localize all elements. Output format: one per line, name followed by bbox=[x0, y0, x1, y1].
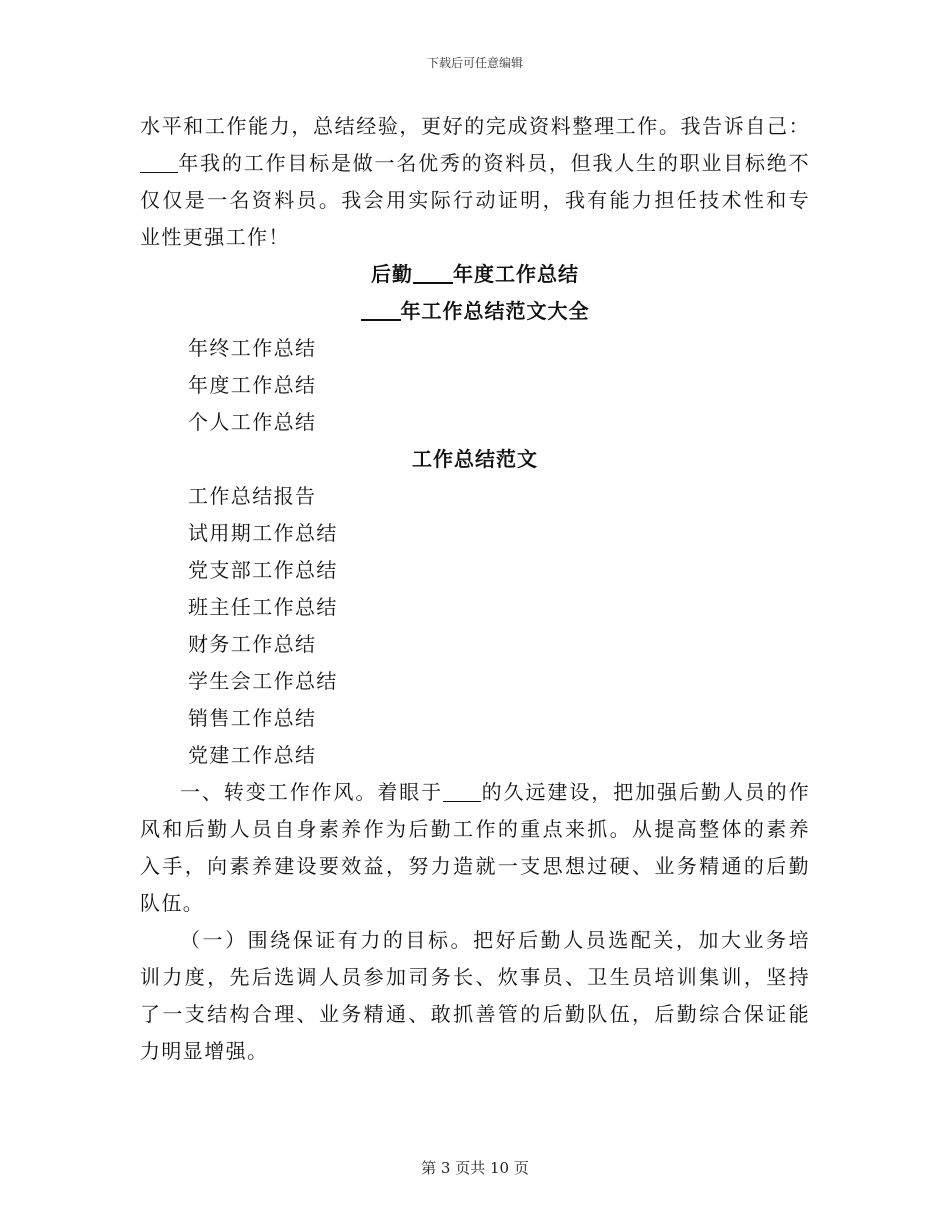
text-line: 业性更强工作！ bbox=[140, 225, 290, 249]
list-item[interactable]: 试用期工作总结 bbox=[188, 521, 338, 545]
list-item[interactable]: 年度工作总结 bbox=[188, 373, 317, 397]
list-item[interactable]: 学生会工作总结 bbox=[188, 669, 338, 693]
text-line: 年我的工作目标是做一名优秀的资料员，但我人生的职业目标绝不 bbox=[140, 145, 810, 182]
text-line: 队伍。 bbox=[140, 891, 205, 915]
list-item[interactable]: 财务工作总结 bbox=[188, 632, 317, 656]
list-item[interactable]: 党建工作总结 bbox=[188, 743, 317, 767]
document-body bbox=[140, 108, 810, 1070]
heading-title-2: 年工作总结范文大全 bbox=[140, 293, 810, 330]
text-line: 了一支结构合理、业务精通、敢抓善管的后勤队伍，后勤综合保证能 bbox=[140, 1002, 810, 1026]
fill-blank bbox=[140, 152, 178, 173]
heading-title-3: 工作总结范文 bbox=[412, 447, 538, 471]
text-line: 入手，向素养建设要效益，努力造就一支思想过硬、业务精通的后勤 bbox=[140, 854, 810, 878]
text-line: 训力度，先后选调人员参加司务长、炊事员、卫生员培训集训，坚持 bbox=[140, 965, 810, 989]
heading-title-1: 后勤 年度工作总结 bbox=[371, 262, 579, 286]
list-item[interactable]: 销售工作总结 bbox=[188, 706, 317, 730]
list-item[interactable]: 个人工作总结 bbox=[188, 410, 317, 434]
fill-blank bbox=[413, 262, 453, 284]
paragraph-2 bbox=[140, 774, 810, 922]
text-line: 力明显增强。 bbox=[140, 1039, 269, 1063]
paragraph-1 bbox=[140, 108, 810, 256]
fill-blank bbox=[443, 781, 481, 802]
fill-blank bbox=[361, 299, 401, 321]
list-item[interactable]: 班主任工作总结 bbox=[188, 595, 338, 619]
text-line: 一、转变工作作风。着眼于 的久远建设，把加强后勤人员的作 bbox=[180, 780, 810, 804]
page-header: 下载后可任意编辑 bbox=[426, 56, 523, 70]
text-line: 风和后勤人员自身素养作为后勤工作的重点来抓。从提高整体的素养 bbox=[140, 817, 810, 841]
text-line: 水平和工作能力，总结经验，更好的完成资料整理工作。我告诉自己： bbox=[140, 114, 810, 138]
list-item[interactable]: 年终工作总结 bbox=[188, 336, 317, 360]
text-line: 仅仅是一名资料员。我会用实际行动证明，我有能力担任技术性和专 bbox=[140, 188, 810, 212]
link-list-2 bbox=[140, 478, 810, 774]
list-item[interactable]: 党支部工作总结 bbox=[188, 558, 338, 582]
list-item[interactable]: 工作总结报告 bbox=[188, 484, 317, 508]
paragraph-3 bbox=[140, 922, 810, 1070]
text-line: （一）围绕保证有力的目标。把好后勤人员选配关，加大业务培 bbox=[180, 928, 810, 952]
link-list-1 bbox=[140, 330, 810, 441]
page-footer: 第 3 页共 10 页 bbox=[421, 1159, 529, 1177]
